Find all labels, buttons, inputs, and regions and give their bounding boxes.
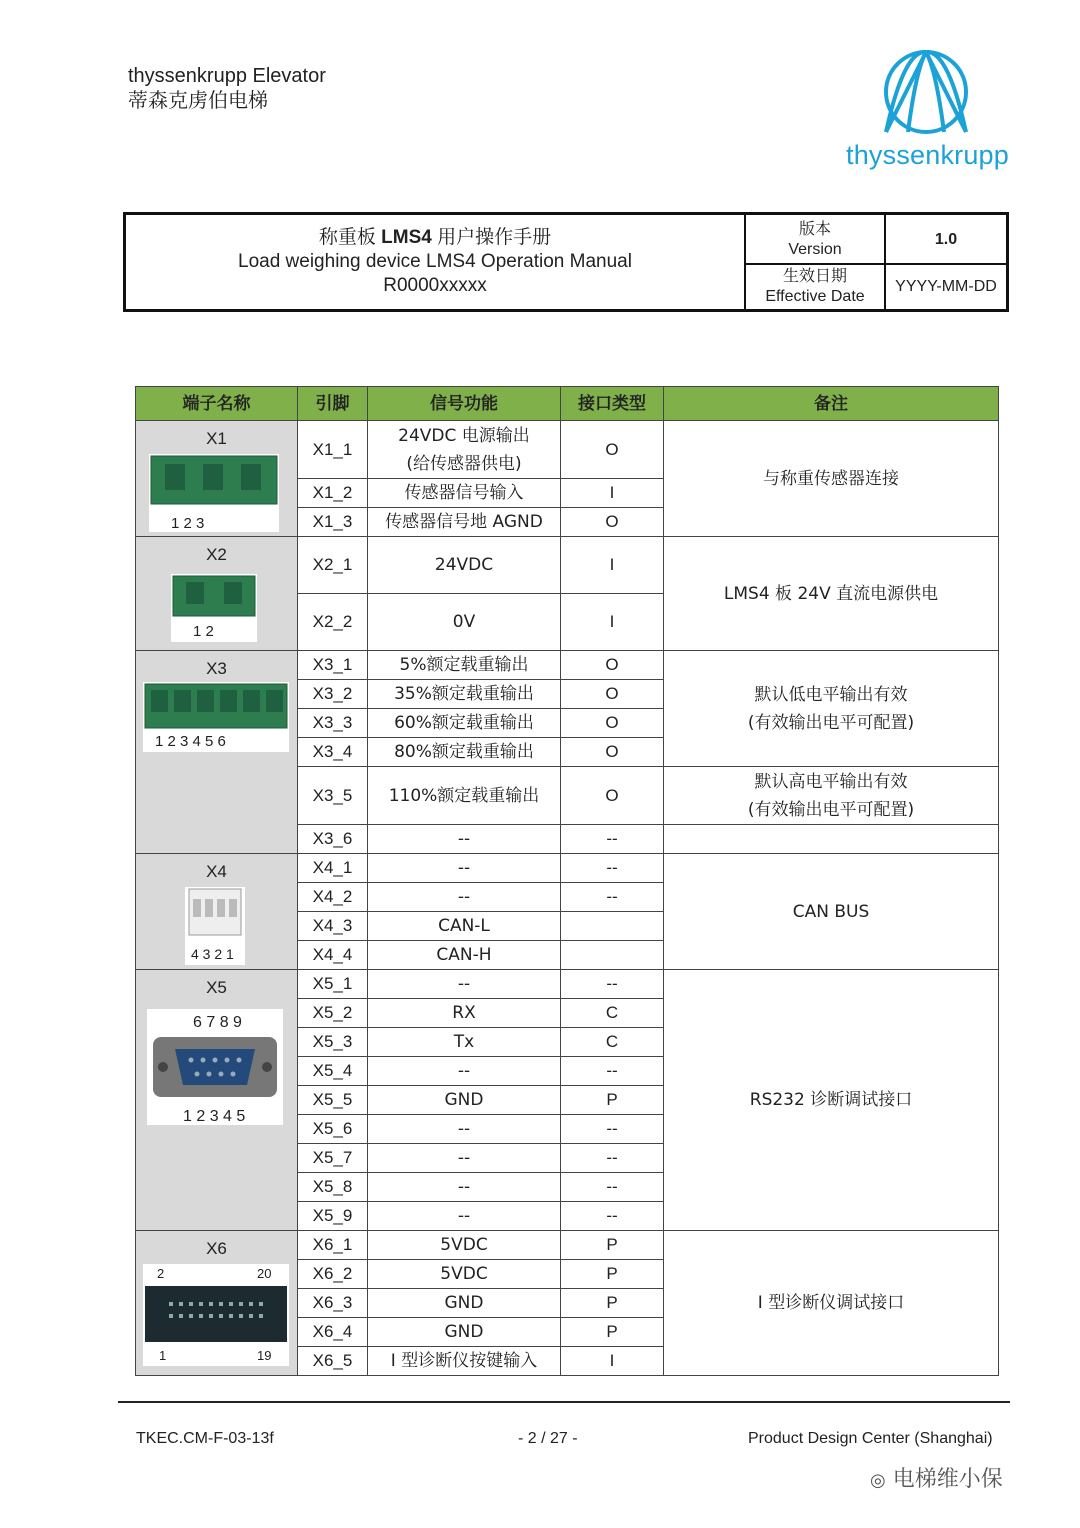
interface-type-text: --	[606, 887, 618, 906]
pin-id	[297, 1230, 368, 1260]
pin-id-text: X5_4	[312, 1061, 353, 1080]
header-terminal-name	[135, 386, 298, 421]
footer-divider	[118, 1401, 1010, 1403]
interface-type-text: --	[606, 858, 618, 877]
remark-text: 与称重传感器连接	[763, 468, 899, 489]
interface-type	[560, 998, 664, 1028]
x3-connector-icon	[135, 650, 297, 770]
interface-type-text: --	[606, 829, 618, 848]
pin-id-text: X5_7	[312, 1148, 353, 1167]
signal-function	[367, 1143, 561, 1173]
pin-id-text: X4_3	[312, 916, 353, 935]
pin-id	[297, 911, 368, 941]
interface-type	[560, 420, 664, 479]
version-label	[746, 215, 886, 265]
footer-form-number: TKEC.CM-F-03-13f	[136, 1430, 274, 1447]
signal-function-text: I 型诊断仪按键输入	[390, 1351, 538, 1371]
remark	[663, 766, 999, 825]
interface-type	[560, 882, 664, 912]
signal-function-text: 24VDC 电源输出 (给传感器供电)	[398, 425, 530, 474]
signal-function	[367, 911, 561, 941]
company-name-en: thyssenkrupp Elevator	[128, 65, 326, 87]
signal-function-text: 80%额定载重输出	[394, 742, 534, 762]
interface-type-text: P	[606, 1235, 618, 1254]
interface-type	[560, 650, 664, 680]
pin-id-text: X6_4	[312, 1322, 353, 1341]
signal-function	[367, 420, 561, 479]
interface-type-text: O	[605, 655, 619, 674]
pin-id-text: X3_3	[312, 713, 353, 732]
pin-id	[297, 766, 368, 825]
signal-function	[367, 478, 561, 508]
pin-id-text: X3_6	[312, 829, 353, 848]
remark	[663, 420, 999, 537]
signal-function-text: 35%额定载重输出	[394, 684, 534, 704]
signal-function-text: Tx	[453, 1032, 475, 1052]
interface-type	[560, 1317, 664, 1347]
signal-function-text: 110%额定载重输出	[388, 785, 540, 806]
pin-id-text: X2_1	[312, 555, 353, 574]
svg-text:1 2: 1 2	[193, 623, 214, 640]
pin-id-text: X5_1	[312, 974, 353, 993]
interface-type	[560, 536, 664, 594]
interface-type	[560, 1172, 664, 1202]
pin-id	[297, 1346, 368, 1376]
interface-type	[560, 1346, 664, 1376]
remark	[663, 1230, 999, 1376]
footer-department: Product Design Center (Shanghai)	[748, 1430, 993, 1447]
pin-id	[297, 940, 368, 970]
wechat-icon: ◎	[870, 1470, 886, 1491]
date-label-cn: 生效日期	[782, 268, 847, 285]
interface-type	[560, 1288, 664, 1318]
signal-function	[367, 1317, 561, 1347]
interface-type	[560, 1056, 664, 1086]
pin-id	[297, 679, 368, 709]
signal-function	[367, 824, 561, 854]
signal-function-text: 60%额定载重输出	[394, 713, 534, 733]
pin-id	[297, 536, 368, 594]
remark-text: LMS4 板 24V 直流电源供电	[723, 583, 939, 604]
signal-function	[367, 593, 561, 651]
remark	[663, 969, 999, 1231]
pin-id-text: X6_2	[312, 1264, 353, 1283]
pin-id	[297, 998, 368, 1028]
pin-id-text: X4_4	[312, 945, 353, 964]
pin-id	[297, 737, 368, 767]
interface-type	[560, 853, 664, 883]
signal-function	[367, 650, 561, 680]
interface-type-text: P	[606, 1293, 618, 1312]
version-label-cn: 版本	[798, 221, 831, 238]
connector-name: X6	[206, 1239, 227, 1258]
signal-function-text: CAN-L	[438, 916, 490, 936]
header-signal-function-text: 信号功能	[430, 393, 498, 414]
pin-id	[297, 1259, 368, 1289]
interface-type-text: C	[605, 1003, 619, 1022]
pin-id-text: X3_5	[312, 785, 353, 805]
pin-id-text: X5_5	[312, 1090, 353, 1109]
company-name	[128, 64, 326, 114]
signal-function	[367, 507, 561, 537]
svg-text:1: 1	[159, 1348, 167, 1363]
header-signal-function	[367, 386, 561, 421]
pin-id	[297, 1085, 368, 1115]
remark-text: 默认低电平输出有效 (有效输出电平可配置)	[747, 684, 915, 733]
signal-function-text: 0V	[452, 612, 476, 632]
header-interface-type	[560, 386, 664, 421]
remark	[663, 650, 999, 767]
signal-function-text: --	[457, 1148, 471, 1168]
pin-id-text: X3_4	[312, 742, 353, 761]
header-interface-type-text: 接口类型	[578, 393, 646, 414]
remark	[663, 536, 999, 651]
signal-function-text: RX	[452, 1003, 476, 1023]
signal-function-text: --	[457, 887, 471, 907]
interface-type	[560, 737, 664, 767]
interface-type	[560, 766, 664, 825]
signal-function-text: 5%额定载重输出	[399, 655, 529, 675]
header-remark-text: 备注	[814, 393, 848, 414]
signal-function	[367, 969, 561, 999]
effective-date-label	[746, 265, 886, 309]
interface-type	[560, 478, 664, 508]
svg-text:4 3 2 1: 4 3 2 1	[191, 946, 234, 962]
interface-type-text: O	[605, 742, 619, 761]
svg-text:1 2 3 4 5: 1 2 3 4 5	[183, 1108, 246, 1125]
remark	[663, 824, 999, 854]
svg-text:2: 2	[157, 1266, 165, 1281]
remark-text: 默认高电平输出有效 (有效输出电平可配置)	[747, 771, 915, 820]
interface-type	[560, 940, 664, 970]
signal-function-text: 24VDC	[434, 555, 494, 575]
signal-function-text: --	[457, 974, 471, 994]
signal-function-text: GND	[444, 1090, 484, 1110]
interface-type-text: P	[606, 1090, 618, 1109]
svg-text:19: 19	[257, 1348, 272, 1363]
effective-date-value: YYYY-MM-DD	[895, 278, 997, 295]
x6-connector-icon	[135, 1264, 297, 1444]
remark	[663, 853, 999, 970]
x1-connector-icon	[135, 420, 297, 540]
connector-name: X2	[206, 545, 227, 564]
doc-number: R0000xxxxx	[383, 275, 487, 296]
interface-type-text: --	[606, 1148, 618, 1167]
signal-function-text: 5VDC	[440, 1264, 488, 1284]
version-value: 1.0	[886, 215, 1006, 265]
interface-type	[560, 1230, 664, 1260]
signal-function-text: 传感器信号输入	[404, 483, 524, 503]
pin-id-text: X5_8	[312, 1177, 353, 1196]
signal-function-text: 传感器信号地 AGND	[385, 512, 543, 532]
svg-text:1 2 3 4 5 6: 1 2 3 4 5 6	[155, 733, 226, 750]
signal-function	[367, 1230, 561, 1260]
interface-type-text: P	[606, 1264, 618, 1283]
signal-function	[367, 679, 561, 709]
interface-type-text: O	[605, 713, 619, 732]
pin-id-text: X5_3	[312, 1032, 353, 1051]
version-label-en: Version	[788, 241, 842, 258]
pin-id	[297, 507, 368, 537]
pin-id-text: X2_2	[312, 612, 353, 631]
pin-id-text: X4_1	[312, 858, 353, 877]
signal-function	[367, 853, 561, 883]
pin-id-text: X5_9	[312, 1206, 353, 1225]
x5-connector-icon	[135, 1009, 297, 1189]
pin-id	[297, 1201, 368, 1231]
signal-function	[367, 536, 561, 594]
interface-type	[560, 1027, 664, 1057]
signal-function	[367, 1114, 561, 1144]
header-remark	[663, 386, 999, 421]
interface-type	[560, 507, 664, 537]
signal-function-text: --	[457, 1061, 471, 1081]
pin-id	[297, 969, 368, 999]
interface-type	[560, 1259, 664, 1289]
title-cn-bold: LMS4	[381, 227, 432, 248]
interface-type-text: I	[609, 612, 615, 631]
signal-function	[367, 1259, 561, 1289]
interface-type	[560, 1201, 664, 1231]
signal-function-text: --	[457, 829, 471, 849]
pin-id	[297, 708, 368, 738]
interface-type-text: I	[609, 483, 615, 502]
pin-id	[297, 650, 368, 680]
watermark-text: 电梯维小保	[892, 1467, 1003, 1492]
svg-text:20: 20	[257, 1266, 272, 1281]
signal-function-text: 5VDC	[440, 1235, 488, 1255]
document-header	[123, 212, 1009, 312]
signal-function-text: --	[457, 1119, 471, 1139]
pin-id	[297, 824, 368, 854]
pin-id-text: X6_5	[312, 1351, 353, 1370]
interface-type-text: O	[605, 512, 619, 531]
header-terminal-name-text: 端子名称	[182, 393, 251, 414]
interface-type-text: --	[606, 1177, 618, 1196]
title-en: Load weighing device LMS4 Operation Manual	[238, 251, 632, 272]
pin-id	[297, 478, 368, 508]
connector-name: X4	[206, 862, 227, 881]
signal-function	[367, 1172, 561, 1202]
interface-type	[560, 1085, 664, 1115]
pin-id-text: X6_3	[312, 1293, 353, 1312]
pin-id-text: X1_3	[312, 512, 353, 531]
interface-type-text: P	[606, 1322, 618, 1341]
interface-type	[560, 708, 664, 738]
header-pin-text: 引脚	[315, 393, 350, 414]
signal-function	[367, 1056, 561, 1086]
pin-assignment-table	[135, 386, 998, 1380]
pin-id	[297, 882, 368, 912]
pin-id-text: X1_2	[312, 483, 353, 502]
interface-type-text: --	[606, 1206, 618, 1225]
pin-id-text: X3_2	[312, 684, 353, 703]
signal-function-text: GND	[444, 1293, 484, 1313]
signal-function	[367, 940, 561, 970]
signal-function	[367, 998, 561, 1028]
pin-id	[297, 853, 368, 883]
interface-type	[560, 593, 664, 651]
signal-function-text: --	[457, 1206, 471, 1226]
company-name-cn: 蒂森克虏伯电梯	[128, 90, 268, 112]
interface-type	[560, 1114, 664, 1144]
pin-id	[297, 1056, 368, 1086]
remark-text: RS232 诊断调试接口	[749, 1090, 913, 1110]
date-label-en: Effective Date	[765, 288, 865, 305]
pin-id-text: X5_2	[312, 1003, 353, 1022]
interface-type-text: --	[606, 1061, 618, 1080]
connector-name: X5	[206, 978, 227, 997]
signal-function	[367, 882, 561, 912]
signal-function-text: --	[457, 858, 471, 878]
pin-id-text: X3_1	[312, 655, 353, 674]
x4-connector-icon	[135, 853, 297, 973]
interface-type-text: O	[605, 439, 619, 459]
pin-id	[297, 420, 368, 479]
watermark	[870, 1462, 1003, 1493]
svg-text:6 7 8 9: 6 7 8 9	[193, 1014, 242, 1031]
interface-type	[560, 679, 664, 709]
remark-text: I 型诊断仪调试接口	[757, 1293, 905, 1313]
signal-function	[367, 737, 561, 767]
pin-id-text: X5_6	[312, 1119, 353, 1138]
interface-type	[560, 911, 664, 941]
interface-type	[560, 1143, 664, 1173]
interface-type-text: C	[605, 1032, 619, 1051]
footer-page-number: - 2 / 27 -	[518, 1430, 578, 1447]
title-cn-pre: 称重板	[318, 227, 382, 248]
signal-function	[367, 708, 561, 738]
pin-id-text: X6_1	[312, 1235, 353, 1254]
interface-type-text: O	[605, 785, 619, 805]
pin-id	[297, 1317, 368, 1347]
signal-function-text: --	[457, 1177, 471, 1197]
title-cn-post: 用户操作手册	[431, 227, 552, 248]
logo-wordmark: thyssenkrupp	[846, 140, 1009, 170]
remark-text: CAN BUS	[792, 901, 870, 922]
interface-type-text: --	[606, 974, 618, 993]
signal-function	[367, 1346, 561, 1376]
interface-type-text: --	[606, 1119, 618, 1138]
signal-function-text: CAN-H	[436, 945, 492, 965]
interface-type-text: O	[605, 684, 619, 703]
pin-id	[297, 1114, 368, 1144]
connector-name: X1	[206, 429, 227, 448]
svg-text:1 2 3: 1 2 3	[171, 515, 205, 532]
pin-id	[297, 1172, 368, 1202]
document-title	[126, 215, 746, 309]
interface-type-text: I	[609, 1351, 615, 1370]
pin-id	[297, 1027, 368, 1057]
x2-connector-icon	[135, 536, 297, 656]
pin-id-text: X1_1	[312, 439, 353, 459]
interface-type-text: I	[609, 555, 615, 574]
signal-function	[367, 1027, 561, 1057]
pin-id	[297, 593, 368, 651]
pin-id	[297, 1288, 368, 1318]
interface-type	[560, 969, 664, 999]
pin-id-text: X4_2	[312, 887, 353, 906]
signal-function	[367, 766, 561, 825]
signal-function	[367, 1201, 561, 1231]
connector-name: X3	[206, 659, 227, 678]
header-pin	[297, 386, 368, 421]
pin-id	[297, 1143, 368, 1173]
signal-function	[367, 1085, 561, 1115]
signal-function	[367, 1288, 561, 1318]
interface-type	[560, 824, 664, 854]
signal-function-text: GND	[444, 1322, 484, 1342]
